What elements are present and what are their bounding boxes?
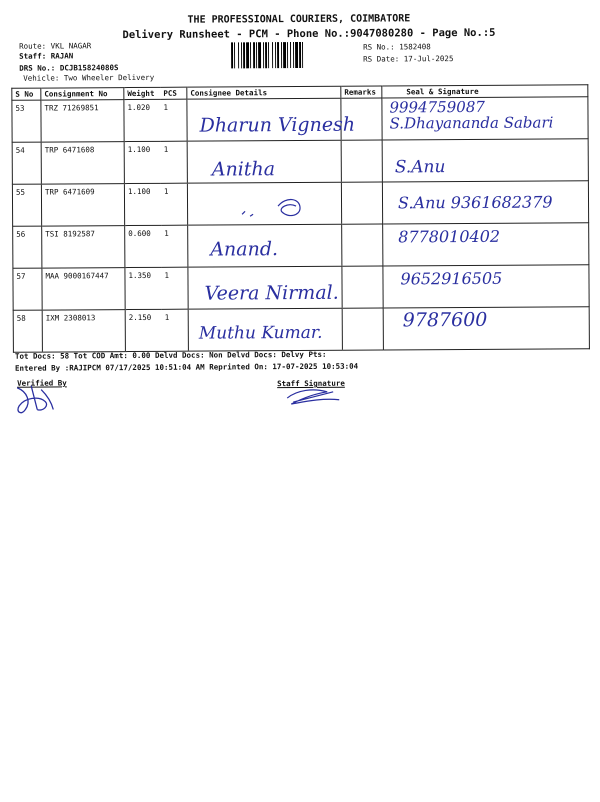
cell-remarks: [342, 266, 383, 308]
cell-weight: 1.100: [124, 141, 161, 183]
staff-signature-label: Staff Signature: [277, 378, 345, 389]
col-consignee: Consignee Details: [187, 86, 341, 99]
cell-consignment: TRP 6471608: [41, 142, 124, 185]
rs-no-label: RS No.: 1582408: [363, 42, 431, 52]
verified-signature-icon: [11, 381, 61, 417]
entered-by-line: Entered By :RAJIPCM 07/17/2025 10:51:04 AM Reprinted On: 17-07-2025 10:53:04: [14, 361, 359, 373]
handwritten-seal-53: 9994759087 S.Dhayananda Sabari: [389, 97, 554, 133]
cell-remarks: [342, 224, 383, 266]
handwritten-seal-57: 9652916505: [400, 268, 503, 289]
handwritten-consignee-53: Dharun Vignesh: [199, 113, 356, 137]
vehicle-label: Vehicle: Two Wheeler Delivery: [23, 72, 155, 83]
cell-pcs: 1: [161, 183, 188, 225]
cell-weight: 1.350: [125, 267, 162, 309]
cell-sno: 58: [13, 310, 42, 352]
runsheet-subtitle: Delivery Runsheet - PCM - Phone No.:9047080280 - Page No.:5: [122, 26, 496, 42]
handwritten-consignee-56: Anand.: [210, 238, 279, 261]
meta-right: [363, 42, 453, 65]
cell-pcs: 1: [162, 309, 189, 351]
cell-pcs: 1: [161, 141, 188, 183]
col-pcs: PCS: [160, 87, 187, 99]
staff-label: Staff: RAJAN: [19, 51, 74, 61]
cell-consignment: MAA 9000167447: [42, 268, 125, 311]
handwritten-seal-55: S.Anu 9361682379: [397, 192, 553, 213]
cell-consignment: TSI 8192587: [42, 226, 125, 269]
cell-sno: 54: [12, 142, 41, 184]
handwritten-consignee-58: Muthu Kumar.: [198, 322, 323, 344]
cell-sno: 55: [12, 184, 41, 226]
barcode-bar: [303, 42, 305, 68]
meta-left: [19, 41, 154, 84]
cell-consignment: TRP 6471609: [41, 184, 124, 227]
cell-weight: 1.100: [124, 183, 161, 225]
col-remarks: Remarks: [341, 86, 382, 98]
route-label: Route: VKL NAGAR: [19, 41, 92, 51]
drs-barcode: [231, 42, 351, 69]
staff-signature-icon: [283, 384, 353, 408]
col-seal: Seal & Signature: [382, 85, 588, 98]
drs-label: DRS No.: DCJB15824080S: [19, 63, 119, 73]
cell-consignment: IXM 2308013: [42, 310, 125, 353]
col-sno: S No: [12, 88, 41, 100]
handwritten-consignee-54: Anitha: [211, 158, 276, 181]
cell-pcs: 1: [161, 225, 188, 267]
cell-weight: 1.020: [124, 99, 161, 141]
cell-weight: 0.600: [125, 225, 162, 267]
verified-by-label: Verified By: [17, 378, 67, 388]
cell-sno: 57: [13, 268, 42, 310]
cell-consignment: TRZ 71269851: [41, 100, 124, 143]
handwritten-seal-54: S.Anu: [394, 157, 446, 178]
company-title: THE PROFESSIONAL COURIERS, COIMBATORE: [187, 13, 411, 26]
cell-pcs: 1: [160, 99, 187, 141]
handwritten-mark-55: [236, 192, 316, 222]
table-row: [13, 223, 589, 269]
handwritten-seal-56: 8778010402: [398, 226, 501, 247]
handwritten-seal-58: 9787600: [402, 308, 488, 332]
col-weight: Weight: [124, 87, 161, 99]
handwritten-consignee-57: Veera Nirmal.: [204, 281, 339, 305]
totals-line: Tot Docs: 58 Tot COD Amt: 0.00 Delvd Docs: Non Delvd Docs: Delvy Pts:: [14, 349, 327, 361]
cell-remarks: [341, 182, 382, 224]
rs-date-label: RS Date: 17-Jul-2025: [363, 54, 454, 64]
table-row: [12, 139, 588, 185]
cell-sno: 53: [12, 100, 41, 142]
cell-pcs: 1: [161, 267, 188, 309]
cell-sno: 56: [13, 226, 42, 268]
cell-remarks: [341, 140, 382, 182]
cell-weight: 2.150: [125, 309, 162, 351]
col-consignment: Consignment No: [41, 88, 124, 101]
cell-remarks: [342, 308, 383, 350]
